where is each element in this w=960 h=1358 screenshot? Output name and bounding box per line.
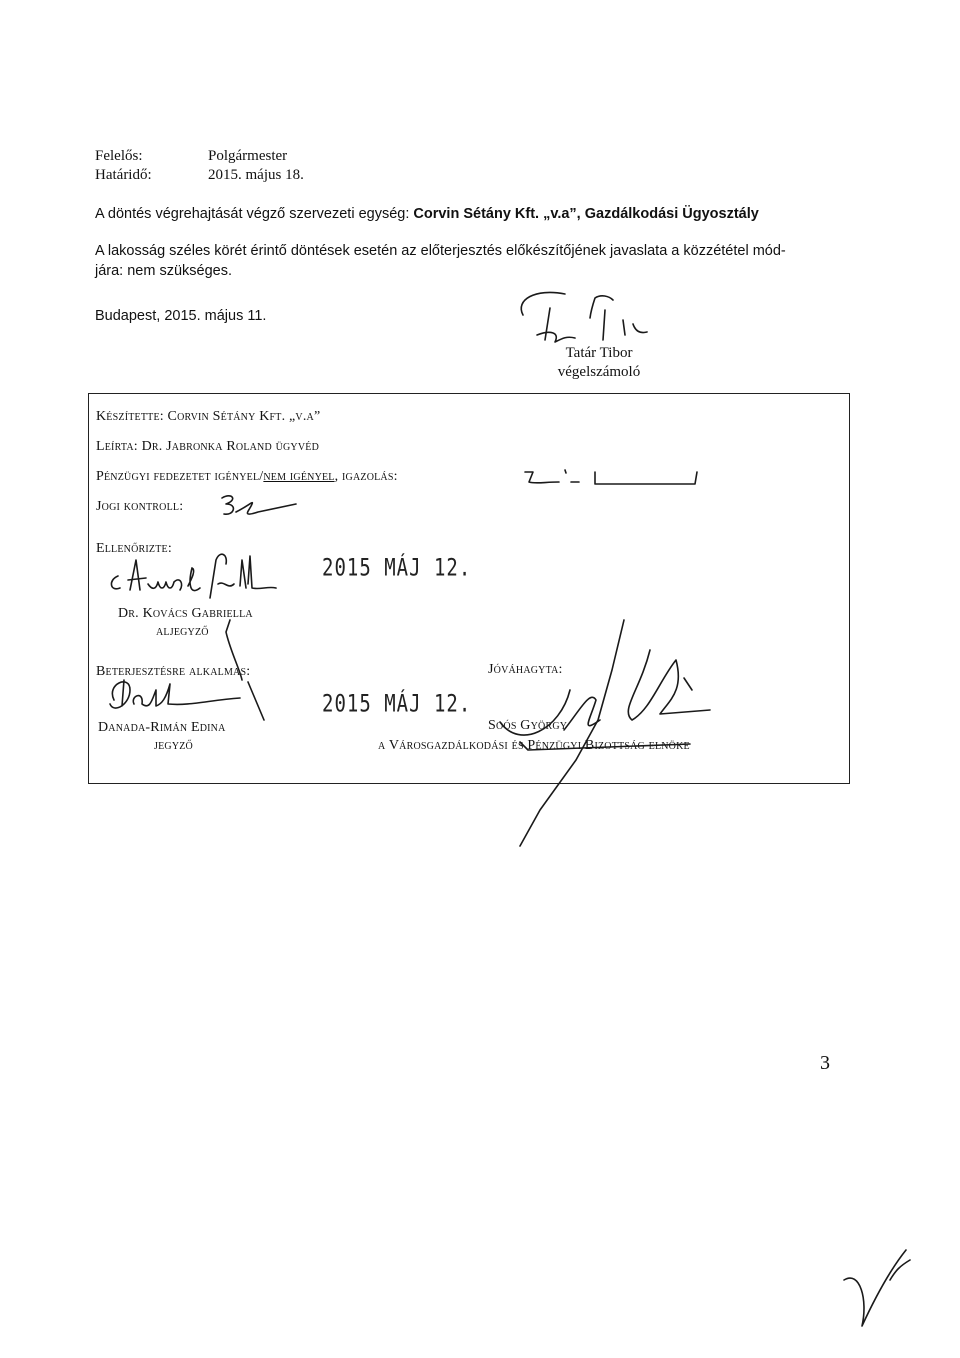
place-date: Budapest, 2015. május 11. [95,308,267,324]
ellenorizte-label: Ellenőrizte: [96,541,172,556]
signature-penzugyi [525,462,725,492]
danada-name: Danada-Rimán Edina [98,720,226,735]
publication-line-1: A lakosság széles körét érintő döntések esetén az előterjesztés előkészítőjének javaslata a közzététel mód- [95,243,786,259]
signer-name: Tatár Tibor [565,345,633,361]
leirta-line: Leírta: Dr. Jabronka Roland ügyvéd [96,439,320,454]
penzugyi-prefix: Pénzügyi fedezetet igényel/ [96,469,264,484]
penzugyi-line [96,469,398,485]
hatarido-value: 2015. május 18. [208,167,304,183]
soos-title: a Városgazdálkodási és Pénzügyi Bizottság elnöke [378,738,690,753]
execution-prefix: A döntés végrehajtását végző szervezeti egység: [95,206,414,222]
soos-name: Soós György [488,718,568,733]
hatarido-label: Határidő: [95,167,152,183]
jovahagyta-label: Jóváhagyta: [488,662,563,677]
signer-title: végelszámoló [557,364,641,380]
felelos-label: Felelős: [95,148,143,164]
page-number: 3 [820,1052,830,1074]
signature-jogi-kontroll [218,490,308,526]
kovacs-name: Dr. Kovács Gabriella [118,606,253,621]
received-stamp-1: 2015 MÁJ 12. [322,554,472,582]
jogi-kontroll-label: Jogi kontroll: [96,499,184,514]
danada-title: jegyző [154,738,193,753]
signature-page-initials [840,1240,920,1330]
signature-tatar-tibor [505,280,645,350]
publication-line-2: jára: nem szükséges. [95,263,233,279]
signature-kovacs-gabriella [100,540,310,605]
penzugyi-suffix: , igazolás: [334,469,398,484]
execution-units: Corvin Sétány Kft. „v.a”, Gazdálkodási Ügyosztály [413,206,759,222]
kovacs-title: aljegyző [156,624,209,639]
signature-soos-gyorgy [480,610,740,850]
felelos-value: Polgármester [208,148,288,164]
received-stamp-2: 2015 MÁJ 12. [322,690,472,718]
beterjesztesre-label: Beterjesztésre alkalmas: [96,664,251,679]
execution-line [95,206,759,222]
keszitette-line: Készítette: Corvin Sétány Kft. „v.a” [96,409,321,424]
penzugyi-underlined: nem igényel [263,469,335,484]
